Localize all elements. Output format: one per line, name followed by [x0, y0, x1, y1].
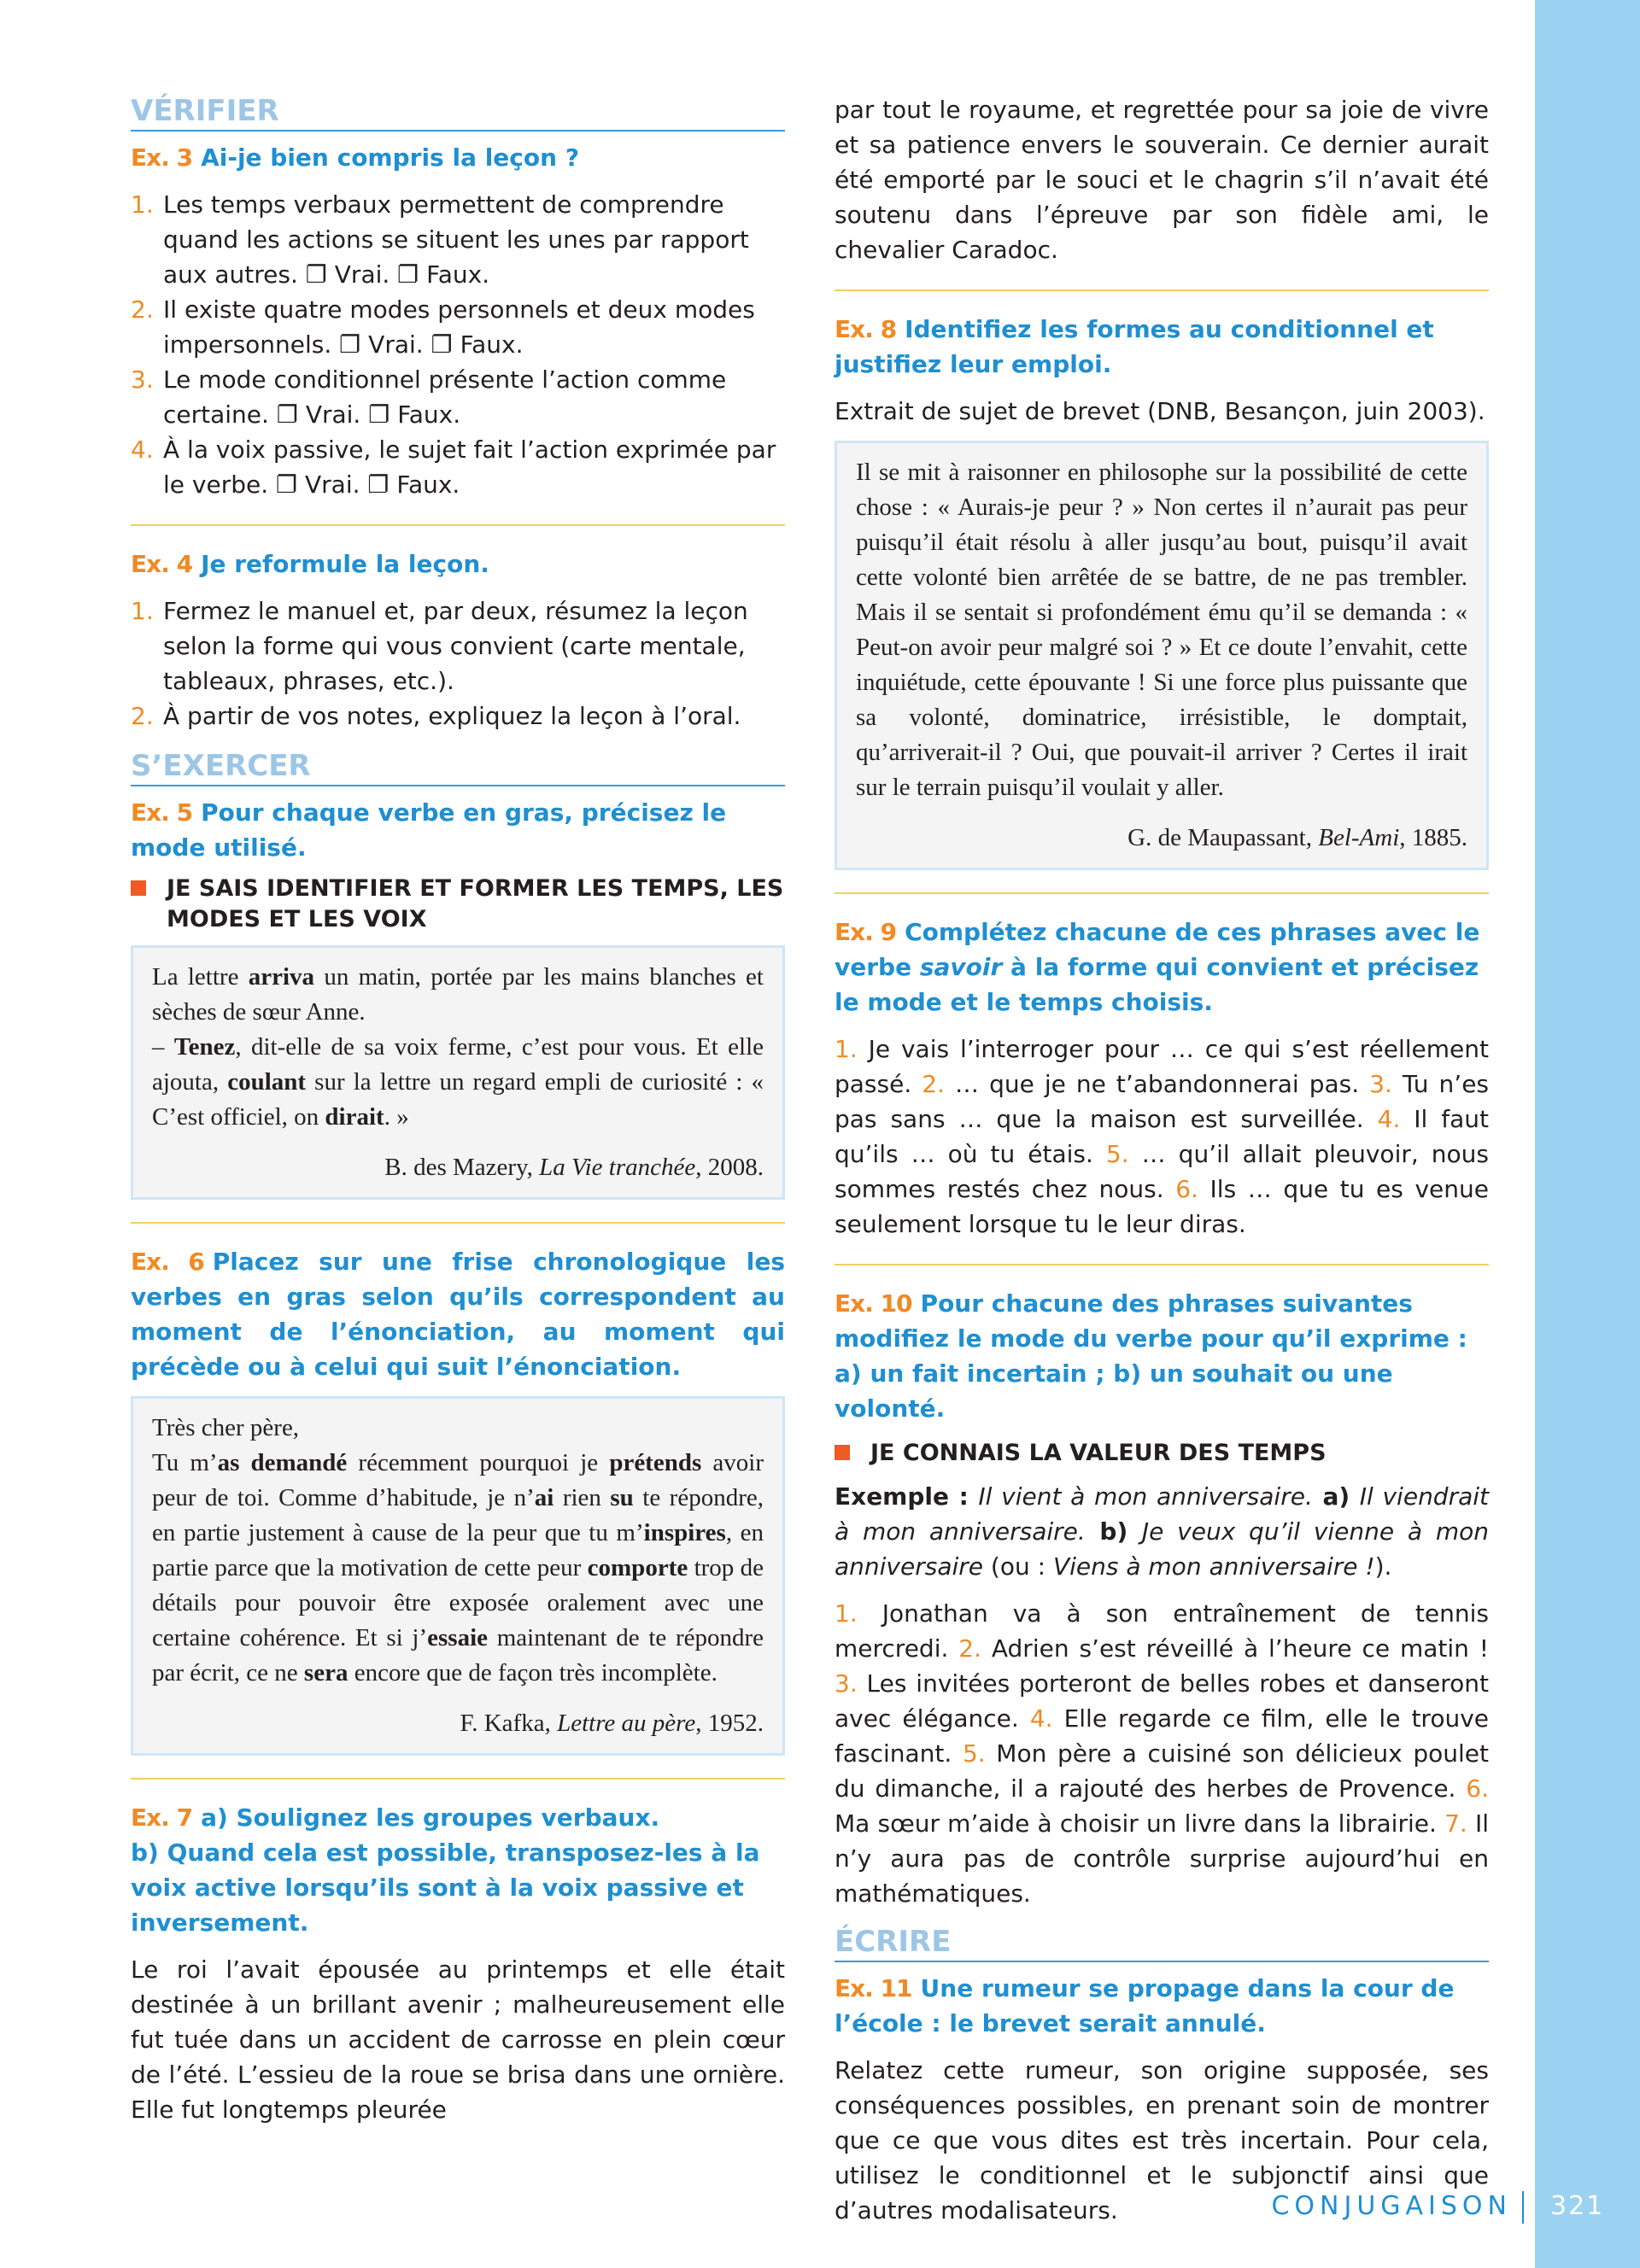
divider — [835, 892, 1489, 894]
divider — [835, 1264, 1489, 1266]
ex11-number: Ex. 11 — [835, 1974, 912, 2002]
ex10-items: 1. Jonathan va à son entraînement de tennis mercredi. 2. Adrien s’est réveillé à l’heure ce matin ! 3. Les invitées porteront de belles robes et danseront avec élégance. 4. Elle regarde ce film, elle le trouve fascinant. 5. Mon père a cuisiné son délicieux poulet du dimanche, il a rajouté des herbes de Provence. 6. Ma sœur m’aide à choisir un livre dans la librairie. 7. Il n’y aura pas de contrôle surprise aujourd’hui en mathématiques. — [835, 1599, 1490, 1908]
side-band — [1535, 0, 1640, 2268]
ex5-number: Ex. 5 — [131, 798, 193, 827]
ex10-skill: JE CONNAIS LA VALEUR DES TEMPS — [835, 1438, 1489, 1469]
ex10-number: Ex. 10 — [835, 1289, 912, 1318]
ex5-heading — [131, 795, 785, 865]
ex3-title: Ai-je bien compris la leçon ? — [201, 143, 580, 172]
ex5-quote-box — [131, 945, 785, 1200]
divider — [131, 1778, 785, 1780]
quote-source: G. de Maupassant, Bel-Ami, 1885. — [1128, 824, 1467, 851]
ex4-title: Je reformule la leçon. — [201, 550, 489, 578]
ex5-skill: JE SAIS IDENTIFIER ET FORMER LES TEMPS, LES MODES ET LES VOIX — [131, 874, 785, 935]
footer-section-label: CONJUGAISON — [1271, 2191, 1512, 2221]
section-title-verifier: VÉRIFIER — [131, 92, 785, 132]
ex8-intro: Extrait de sujet de brevet (DNB, Besançon, juin 2003). — [835, 397, 1485, 425]
ex4-list — [131, 593, 785, 734]
list-item: 2. À partir de vos notes, expliquez la leçon à l’oral. — [131, 702, 741, 730]
ex7-text-part1: Le roi l’avait épousée au printemps et elle était destinée à un brillant avenir ; malheureusement elle fut tuée dans un accident de carrosse en plein cœur de l’été. L’essieu de la roue se brisa dans une ornière. Elle fut longtemps pleurée — [131, 1955, 785, 2124]
quote-greeting: Très cher père, — [152, 1414, 300, 1441]
ex6-quote-box — [131, 1396, 785, 1756]
section-title-ecrire: ÉCRIRE — [835, 1923, 1489, 1962]
list-item: 1. Fermez le manuel et, par deux, résumez la leçon selon la forme qui vous convient (carte mentale, tableaux, phrases, etc.). — [131, 597, 748, 695]
ex4-heading — [131, 547, 785, 582]
ex8-number: Ex. 8 — [835, 315, 897, 343]
ex10-example: Exemple : Il vient à mon anniversaire. a) Il viendrait à mon anniversaire. b) Je veux qu’il vienne à mon anniversaire (ou : Viens à mon anniversaire !). — [835, 1482, 1490, 1581]
ex9-number: Ex. 9 — [835, 918, 897, 946]
list-item: 2. Il existe quatre modes personnels et deux modes impersonnels. ❐ Vrai. ❐ Faux. — [131, 295, 755, 359]
ex7-number: Ex. 7 — [131, 1803, 193, 1832]
right-column — [835, 92, 1489, 2240]
ex11-title: Une rumeur se propage dans la cour de l’école : le brevet serait annulé. — [835, 1974, 1455, 2037]
ex8-heading — [835, 312, 1489, 382]
quote-text: La lettre arriva un matin, portée par les mains blanches et sèches de sœur Anne. – Tenez, dit-elle de sa voix ferme, c’est pour vous. Et elle ajouta, coulant sur la lettre un regard empli de curiosité : « C’est officiel, on dirait. » — [152, 963, 764, 1131]
ex7-heading — [131, 1800, 785, 1940]
divider — [131, 524, 785, 526]
ex7-text-part2: par tout le royaume, et regrettée pour sa joie de vivre et sa patience envers le souverain. Ce dernier aurait été emporté par le souci et le chagrin s’il n’avait été soutenu dans l’épreuve par son fidèle ami, le chevalier Caradoc. — [835, 96, 1489, 264]
footer-divider — [1522, 2191, 1524, 2224]
ex5-title: Pour chaque verbe en gras, précisez le mode utilisé. — [131, 798, 727, 862]
ex10-title: Pour chacune des phrases suivantes modifiez le mode du verbe pour qu’il exprime : a) un fait incertain ; b) un souhait ou une volonté. — [835, 1289, 1467, 1423]
ex8-quote-box — [835, 441, 1489, 870]
ex3-list — [131, 187, 785, 502]
quote-source: B. des Mazery, La Vie tranchée, 2008. — [384, 1154, 764, 1181]
ex9-heading: Ex. 9 Complétez chacune de ces phrases avec le verbe savoir à la forme qui convient et précisez le mode et le temps choisis. — [835, 918, 1480, 1016]
page-number: 321 — [1550, 2191, 1605, 2221]
ex4-number: Ex. 4 — [131, 550, 193, 578]
list-item: 3. Le mode conditionnel présente l’action comme certaine. ❐ Vrai. ❐ Faux. — [131, 365, 727, 429]
ex6-title: Placez sur une frise chronologique les verbes en gras selon qu’ils correspondent au moment de l’énonciation, au moment qui précède ou à celui qui suit l’énonciation. — [131, 1248, 785, 1381]
divider — [835, 289, 1489, 291]
ex9-items: 1. Je vais l’interroger pour … ce qui s’est réellement passé. 2. … que je ne t’abandonnerai pas. 3. Tu n’es pas sans … que la maison est surveillée. 4. Il faut qu’ils … où tu étais. 5. … qu’il allait pleuvoir, nous sommes restés chez nous. 6. Ils … que tu es venue seulement lorsque tu le leur diras. — [835, 1035, 1490, 1238]
list-item: 4. À la voix passive, le sujet fait l’action exprimée par le verbe. ❐ Vrai. ❐ Faux. — [131, 435, 776, 499]
ex3-heading — [131, 140, 785, 175]
bullet-square-icon — [835, 1445, 850, 1460]
quote-source: F. Kafka, Lettre au père, 1952. — [460, 1710, 764, 1737]
quote-text: Tu m’as demandé récemment pourquoi je prétends avoir peur de toi. Comme d’habitude, je n’ai rien su te répondre, en partie justement à cause de la peur que tu m’inspires, en partie parce que la motivation de cette peur comporte trop de détails pour pouvoir être exposée oralement avec une certaine cohérence. Et si j’essaie maintenant de te répondre par écrit, ce ne sera encore que de façon très incomplète. — [152, 1449, 764, 1686]
ex8-title: Identifiez les formes au conditionnel et justifiez leur emploi. — [835, 315, 1434, 378]
ex3-number: Ex. 3 — [131, 143, 193, 172]
ex6-heading — [131, 1244, 785, 1384]
ex11-heading — [835, 1971, 1489, 2041]
bullet-square-icon — [131, 880, 146, 896]
left-column — [131, 92, 785, 2139]
ex10-heading — [835, 1286, 1489, 1426]
ex6-number: Ex. 6 — [131, 1248, 204, 1276]
ex11-text: Relatez cette rumeur, son origine supposée, ses conséquences possibles, en prenant soin de montrer que ce que vous dites est très incertain. Pour cela, utilisez le conditionnel et le subjonctif ainsi que d’autres modalisateurs. — [835, 2056, 1489, 2224]
divider — [131, 1222, 785, 1224]
ex7-title-a: a) Soulignez les groupes verbaux. — [201, 1803, 660, 1832]
quote-text: Il se mit à raisonner en philosophe sur la possibilité de cette chose : « Aurais-je peur ? » Non certes il n’aurait pas peur puisqu’il était résolu à aller jusqu’au bout, puisqu’il avait cette volonté bien arrêtée de se battre, de ne pas trembler. Mais il se sentait si profondément ému qu’il se demanda : « Peut-on avoir peur malgré soi ? » Et ce doute l’envahit, cette inquiétude, cette épouvante ! Si une force plus puissante que sa volonté, dominatrice, irrésistible, le domptait, qu’arriverait-il ? Oui, que pouvait-il arriver ? Certes il irait sur le terrain puisqu’il voulait y aller. — [856, 459, 1467, 801]
section-title-sexercer: S’EXERCER — [131, 747, 785, 786]
list-item: 1. Les temps verbaux permettent de comprendre quand les actions se situent les unes par rapport aux autres. ❐ Vrai. ❐ Faux. — [131, 190, 749, 289]
ex7-title-b: b) Quand cela est possible, transposez-les à la voix active lorsqu’ils sont à la voix passive et inversement. — [131, 1838, 760, 1937]
